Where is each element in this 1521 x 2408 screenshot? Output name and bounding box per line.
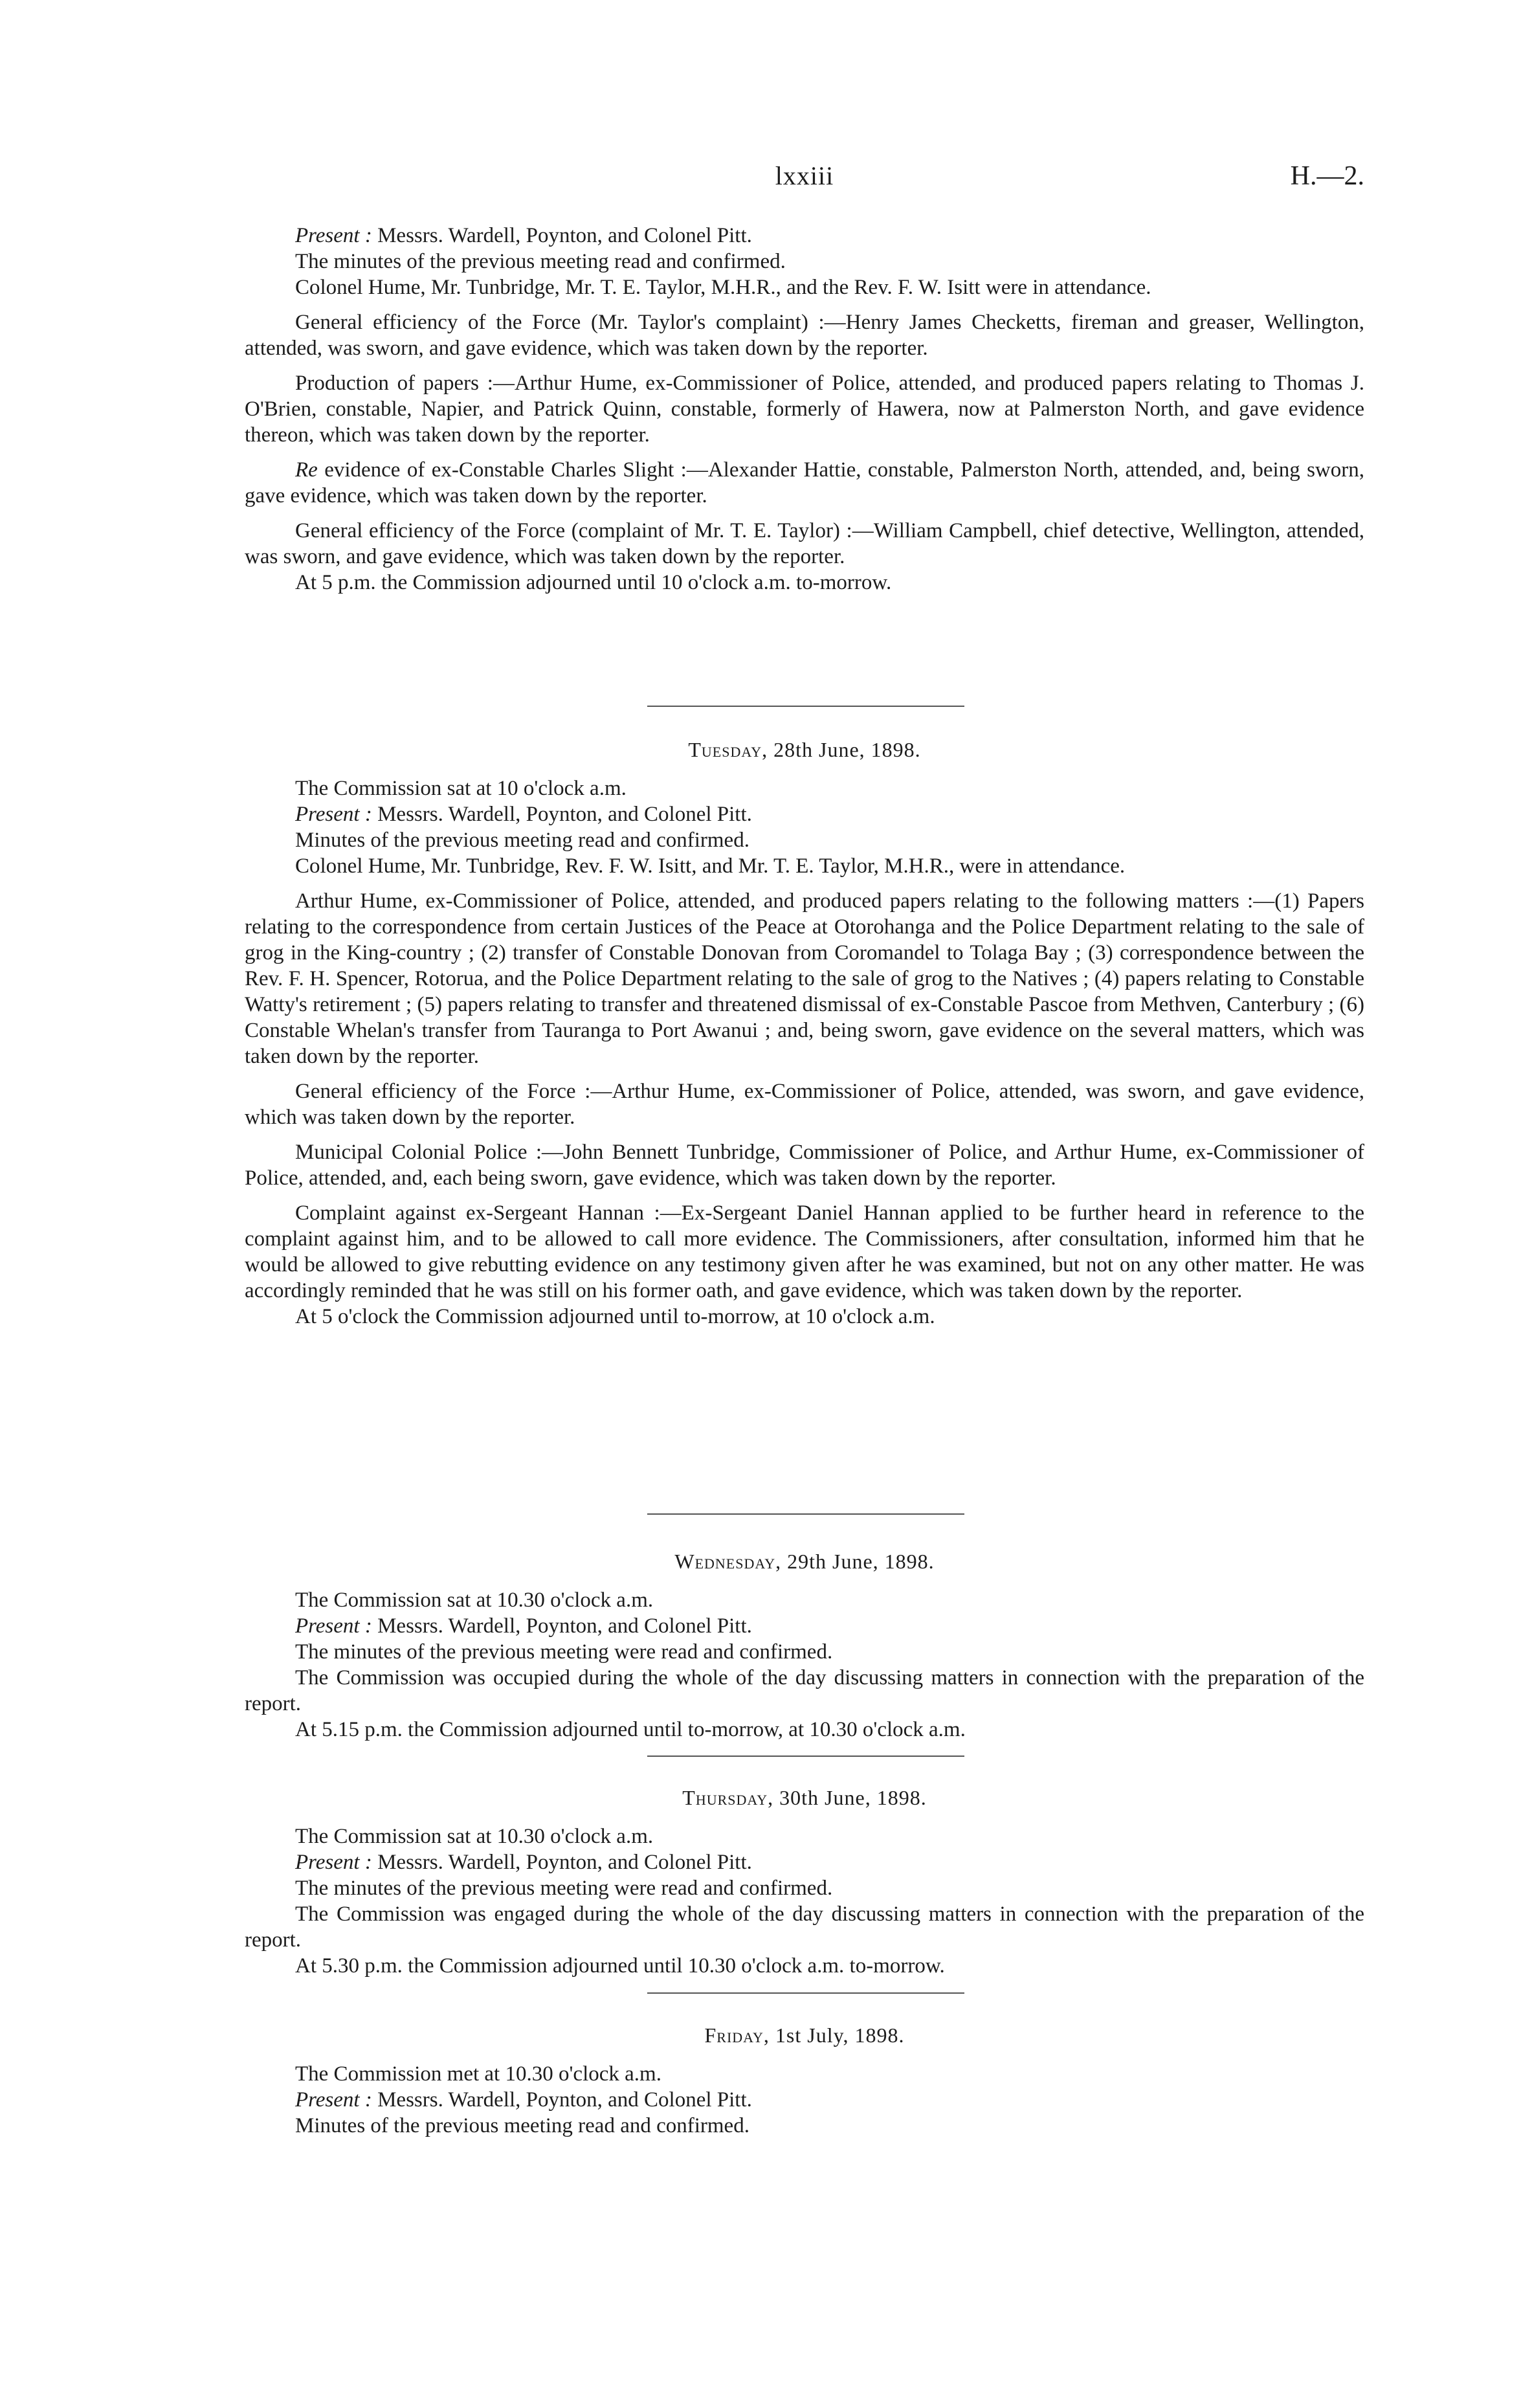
present-label: Present : bbox=[295, 1851, 372, 1874]
date-heading bbox=[245, 2022, 1364, 2048]
present-label: Present : bbox=[295, 1614, 372, 1638]
date-heading bbox=[245, 737, 1364, 763]
date-rest: , 28th June, 1898. bbox=[762, 738, 921, 761]
present-members: Messrs. Wardell, Poynton, and Colonel Pitt. bbox=[372, 1614, 752, 1638]
date-rest: , 30th June, 1898. bbox=[768, 1786, 927, 1809]
present-line bbox=[245, 223, 1364, 249]
adjourned-line: At 5 o'clock the Commission adjourned until to-morrow, at 10 o'clock a.m. bbox=[295, 1305, 935, 1328]
date-rest: , 29th June, 1898. bbox=[775, 1550, 935, 1573]
date-rest: , 1st July, 1898. bbox=[763, 2023, 905, 2047]
sat-line: The Commission sat at 10.30 o'clock a.m. bbox=[295, 1825, 654, 1848]
re-evidence-text: evidence of ex-Constable Charles Slight :—Alexander Hattie, constable, Palmerston North, attended, and, being sworn, gave evidence, which was taken down by the reporter. bbox=[245, 458, 1364, 507]
sat-line: The Commission sat at 10 o'clock a.m. bbox=[295, 777, 627, 800]
municipal-police-paragraph: Municipal Colonial Police :—John Bennett Tunbridge, Commissioner of Police, and Arthur Hume, ex-Commissioner of Police, attended, and, each being sworn, gave evidence, which was taken down by the reporter. bbox=[245, 1141, 1364, 1190]
attendance-line: Colonel Hume, Mr. Tunbridge, Rev. F. W. Isitt, and Mr. T. E. Taylor, M.H.R., were in attendance. bbox=[295, 854, 1126, 878]
section-tuesday bbox=[245, 737, 1364, 1330]
sat-line: The Commission sat at 10.30 o'clock a.m. bbox=[295, 1589, 654, 1612]
papers-paragraph: Arthur Hume, ex-Commissioner of Police, attended, and produced papers relating to the following matters :—(1) Papers relating to the correspondence from certain Justices of the Peace at Otorohanga and the Police Department relating to the sale of grog in the King-country ; (2) transfer of Constable Donovan from Coromandel to Tolaga Bay ; (3) correspondence between the Rev. F. H. Spencer, Rotorua, and the Police Department relating to the sale of grog to the Natives ; (4) papers relating to Constable Watty's retirement ; (5) papers relating to transfer and threatened dismissal of ex-Constable Pascoe from Methven, Canterbury ; (6) Constable Whelan's transfer from Tauranga to Port Awanui ; and, being sworn, gave evidence on the several matters, which was taken down by the reporter. bbox=[245, 889, 1364, 1068]
date-day: Tuesday bbox=[688, 738, 762, 761]
section-divider bbox=[647, 1992, 964, 1994]
present-label: Present : bbox=[295, 224, 372, 247]
section-divider bbox=[647, 1513, 964, 1515]
efficiency-paragraph: General efficiency of the Force (Mr. Taylor's complaint) :—Henry James Checketts, fireman and greaser, Wellington, attended, was sworn, and gave evidence, which was taken down by the reporter. bbox=[245, 311, 1364, 360]
minutes-line: The minutes of the previous meeting were read and confirmed. bbox=[295, 1640, 833, 1664]
present-label: Present : bbox=[295, 803, 372, 826]
efficiency-paragraph-2: General efficiency of the Force (complaint of Mr. T. E. Taylor) :—William Campbell, chief detective, Wellington, attended, was sworn, and gave evidence, which was taken down by the reporter. bbox=[245, 519, 1364, 568]
section-friday bbox=[245, 2022, 1364, 2139]
present-line bbox=[245, 2087, 1364, 2113]
minutes-line: Minutes of the previous meeting read and confirmed. bbox=[295, 2114, 749, 2137]
occupied-paragraph: The Commission was occupied during the whole of the day discussing matters in connection with the preparation of the report. bbox=[245, 1666, 1364, 1715]
re-label: Re bbox=[295, 458, 318, 482]
present-line bbox=[245, 801, 1364, 827]
adjourned-line: At 5 p.m. the Commission adjourned until 10 o'clock a.m. to-morrow. bbox=[295, 571, 892, 594]
date-heading bbox=[245, 1548, 1364, 1574]
present-members: Messrs. Wardell, Poynton, and Colonel Pitt. bbox=[372, 1851, 752, 1874]
present-members: Messrs. Wardell, Poynton, and Colonel Pitt. bbox=[372, 2088, 752, 2112]
re-evidence-paragraph bbox=[245, 457, 1364, 509]
adjourned-line: At 5.15 p.m. the Commission adjourned until to-morrow, at 10.30 o'clock a.m. bbox=[295, 1718, 966, 1741]
complaint-paragraph: Complaint against ex-Sergeant Hannan :—Ex-Sergeant Daniel Hannan applied to be further heard in reference to the complaint against him, and to be allowed to call more evidence. The Commissioners, after consultation, informed him that he would be allowed to give rebutting evidence on any testimony given after he was examined, but not on any other matter. He was accordingly reminded that he was still on his former oath, and gave evidence, which was taken down by the reporter. bbox=[245, 1201, 1364, 1302]
engaged-paragraph: The Commission was engaged during the whole of the day discussing matters in connection with the preparation of the report. bbox=[245, 1902, 1364, 1952]
document-page bbox=[245, 0, 1364, 2408]
met-line: The Commission met at 10.30 o'clock a.m. bbox=[295, 2062, 661, 2086]
section-wednesday bbox=[245, 1548, 1364, 1743]
present-line bbox=[245, 1849, 1364, 1875]
date-day: Wednesday bbox=[674, 1550, 776, 1573]
section-thursday bbox=[245, 1785, 1364, 1979]
adjourned-line: At 5.30 p.m. the Commission adjourned until 10.30 o'clock a.m. to-morrow. bbox=[295, 1954, 945, 1978]
page-number: lxxiii bbox=[775, 161, 834, 190]
section-divider bbox=[647, 1756, 964, 1757]
document-reference: H.—2. bbox=[1290, 161, 1364, 191]
efficiency-paragraph: General efficiency of the Force :—Arthur Hume, ex-Commissioner of Police, attended, was sworn, and gave evidence, which was taken down by the reporter. bbox=[245, 1080, 1364, 1129]
attendance-line: Colonel Hume, Mr. Tunbridge, Mr. T. E. Taylor, M.H.R., and the Rev. F. W. Isitt were in attendance. bbox=[295, 276, 1151, 299]
present-label: Present : bbox=[295, 2088, 372, 2112]
minutes-line: Minutes of the previous meeting read and confirmed. bbox=[295, 829, 749, 852]
section-previous-day bbox=[245, 223, 1364, 596]
minutes-line: The minutes of the previous meeting read and confirmed. bbox=[295, 250, 786, 273]
present-members: Messrs. Wardell, Poynton, and Colonel Pitt. bbox=[372, 803, 752, 826]
present-members: Messrs. Wardell, Poynton, and Colonel Pitt. bbox=[372, 224, 752, 247]
section-divider bbox=[647, 706, 964, 707]
page-header bbox=[245, 161, 1364, 199]
date-day: Friday bbox=[704, 2023, 764, 2047]
present-line bbox=[245, 1613, 1364, 1639]
date-day: Thursday bbox=[682, 1786, 768, 1809]
papers-paragraph: Production of papers :—Arthur Hume, ex-Commissioner of Police, attended, and produced papers relating to Thomas J. O'Brien, constable, Napier, and Patrick Quinn, constable, formerly of Hawera, now at Palmerston North, and gave evidence thereon, which was taken down by the reporter. bbox=[245, 372, 1364, 447]
date-heading bbox=[245, 1785, 1364, 1811]
minutes-line: The minutes of the previous meeting were read and confirmed. bbox=[295, 1877, 833, 1900]
